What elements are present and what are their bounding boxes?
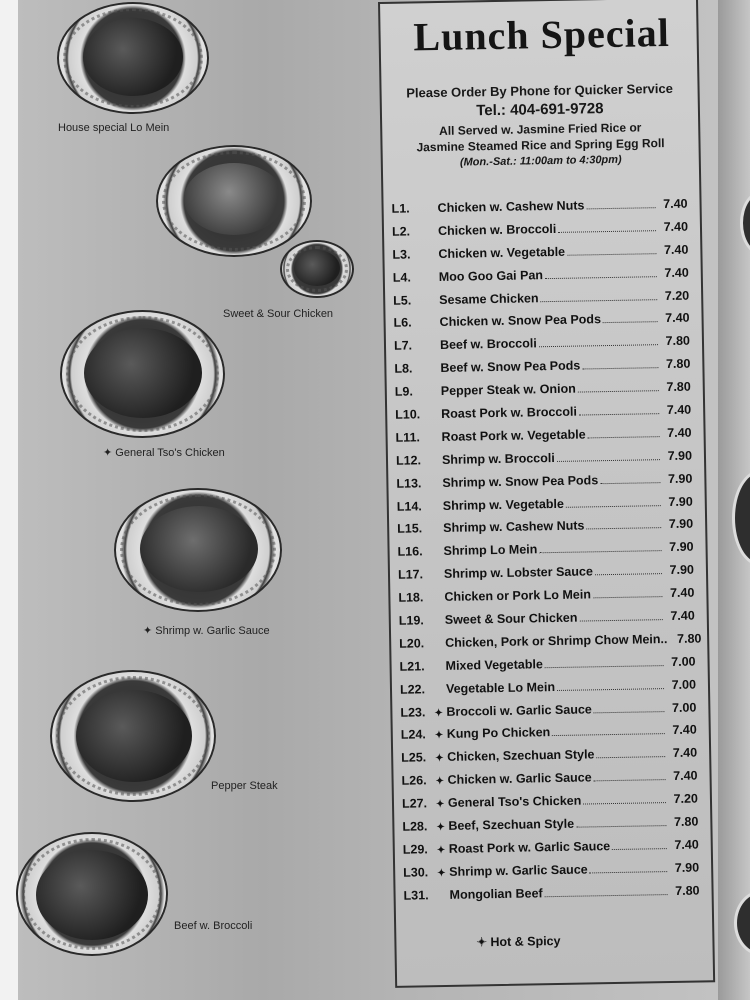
item-name: Sweet & Sour Chicken [444,610,578,627]
item-price: 7.80 [665,356,691,372]
beef-broccoli-photo [16,832,168,956]
item-name: Beef w. Broccoli [439,336,537,353]
item-price: 7.40 [672,745,698,761]
beef-broccoli-caption: Beef w. Broccoli [174,920,253,932]
item-code: L16. [397,544,423,560]
edge-plate-photo [732,470,750,566]
item-code: L2. [391,224,411,239]
item-price: 7.80 [675,883,700,898]
spicy-icon: ✦ [434,730,444,742]
served-with-line-2: Jasmine Steamed Rice and Spring Egg Roll [416,136,665,155]
item-name: Shrimp w. Broccoli [441,450,555,467]
leader-dots [567,253,656,256]
leader-dots [594,711,665,713]
item-code: L6. [393,315,412,331]
item-name: Roast Pork w. Broccoli [441,404,577,421]
item-code: L5. [393,293,412,308]
item-price: 7.20 [664,288,690,303]
hours: (Mon.-Sat.: 11:00am to 4:30pm) [459,153,622,169]
item-code: L3. [392,247,411,262]
item-code: L15. [397,521,423,537]
item-name: Chicken, Szechuan Style [447,747,595,765]
leader-dots [552,734,665,737]
item-price: 7.40 [674,837,699,852]
spicy-icon: ✦ [476,935,491,950]
spicy-legend [476,933,560,949]
item-name: Chicken, Pork or Shrimp Chow Mein.. [445,631,668,650]
page-title: Lunch Special [413,9,671,60]
spicy-icon: ✦ [436,822,445,834]
item-price: 7.40 [663,242,689,257]
item-code: L29. [402,842,428,857]
general-tso-caption [103,446,225,459]
leader-dots [541,299,658,302]
item-name: Roast Pork w. Garlic Sauce [448,839,611,856]
leader-dots [580,619,663,621]
leader-dots [545,276,657,279]
item-name: Chicken w. Garlic Sauce [447,770,592,788]
item-name: General Tso's Chicken [447,793,582,811]
sweet-sour-chicken-caption: Sweet & Sour Chicken [223,308,334,320]
item-price: 7.80 [666,379,691,395]
item-price: 7.00 [671,700,697,715]
item-price: 7.90 [667,471,693,486]
item-name: Moo Goo Gai Pan [438,267,544,284]
item-code: L23. [400,704,426,720]
spicy-icon: ✦ [435,776,445,788]
phone-number: Tel.: 404-691-9728 [476,100,604,120]
item-price: 7.40 [664,265,689,280]
item-price: 7.20 [673,791,699,807]
item-name: Pepper Steak w. Onion [440,381,576,399]
leader-dots [557,459,660,462]
pepper-steak-photo [50,670,216,802]
spicy-legend-text: Hot & Spicy [490,933,561,950]
item-name: Chicken w. Cashew Nuts [437,198,585,215]
leader-dots [600,482,660,484]
item-price: 7.00 [671,654,696,669]
leader-dots [603,322,658,324]
item-code: L9. [394,384,413,399]
item-code: L8. [394,361,413,377]
menu-list [391,196,702,912]
item-name: Beef, Szechuan Style [448,816,575,833]
item-price: 7.40 [673,768,698,784]
spicy-icon: ✦ [103,447,116,459]
item-code: L1. [391,201,410,216]
spicy-icon: ✦ [435,753,444,765]
shrimp-garlic-photo [114,488,282,612]
item-price: 7.80 [673,814,699,830]
item-code: L30. [403,865,429,880]
item-price: 7.80 [676,631,702,646]
item-code: L12. [395,453,422,468]
spicy-icon: ✦ [436,844,446,857]
item-price: 7.80 [665,333,691,349]
item-name: Chicken w. Broccoli [437,221,557,238]
leader-dots [594,779,666,781]
item-price: 7.40 [667,425,692,440]
spicy-icon: ✦ [143,625,156,637]
item-price: 7.40 [666,402,692,418]
item-code: L18. [398,590,424,605]
page-margin [0,0,18,1000]
item-name: Beef w. Snow Pea Pods [440,358,581,376]
leader-dots [539,345,658,348]
leader-dots [612,848,667,850]
leader-dots [593,596,662,598]
item-code: L28. [402,819,428,834]
item-price: 7.40 [663,219,689,234]
item-name: Mongolian Beef [449,885,543,902]
item-code: L26. [401,773,427,788]
item-code: L10. [395,407,421,422]
item-price: 7.90 [674,860,700,875]
item-name: Shrimp w. Cashew Nuts [443,518,585,536]
pepper-steak-caption: Pepper Steak [211,780,278,792]
shrimp-garlic-caption-text: Shrimp w. Garlic Sauce [155,625,270,637]
item-name: Chicken w. Vegetable [438,244,566,261]
leader-dots [566,505,661,508]
item-price: 7.90 [668,494,693,509]
lunch-special-panel [378,0,715,988]
item-code: L21. [399,659,425,674]
item-code: L20. [399,636,425,651]
general-tso-photo [60,310,225,438]
item-price: 7.90 [667,448,693,463]
leader-dots [545,894,668,897]
item-code: L11. [395,430,421,445]
item-name: Shrimp w. Lobster Sauce [443,564,593,582]
leader-dots [597,756,666,758]
item-price: 7.90 [669,539,694,555]
sweet-sour-chicken-photo [156,145,312,257]
adjacent-page [718,0,750,1000]
order-note: Please Order By Phone for Quicker Service [406,80,673,101]
item-price: 7.40 [663,196,688,212]
item-name: Broccoli w. Garlic Sauce [446,701,592,719]
leader-dots [590,871,668,873]
item-code: L31. [403,887,429,903]
item-code: L7. [393,338,413,354]
leader-dots [545,665,664,668]
item-price: 7.00 [671,677,697,692]
leader-dots [576,825,666,828]
item-name: Chicken w. Snow Pea Pods [439,312,602,330]
edge-plate-photo [734,890,750,956]
item-name: Sesame Chicken [439,290,539,307]
sauce-dish-photo [280,240,354,298]
spicy-icon: ✦ [434,707,443,719]
leader-dots [578,390,659,392]
item-price: 7.40 [669,585,695,601]
served-with-line-1: All Served w. Jasmine Fried Rice or [438,120,642,138]
item-code: L17. [397,567,424,582]
item-price: 7.40 [670,608,695,624]
item-name: Roast Pork w. Vegetable [441,427,586,444]
item-name: Shrimp w. Garlic Sauce [449,862,588,879]
leader-dots [588,436,660,438]
leader-dots [586,528,661,530]
general-tso-caption-text: General Tso's Chicken [115,447,225,459]
shrimp-garlic-caption [143,624,270,637]
item-price: 7.90 [668,517,694,532]
spicy-icon: ✦ [437,867,446,879]
item-code: L14. [396,498,422,514]
leader-dots [582,367,658,369]
leader-dots [558,230,656,233]
item-name: Chicken or Pork Lo Mein [444,587,592,605]
item-price: 7.40 [672,723,697,738]
leader-dots [595,573,662,575]
item-code: L24. [400,727,426,743]
item-code: L19. [398,613,424,628]
lo-mein-caption: House special Lo Mein [58,122,170,134]
leader-dots [539,550,661,553]
leader-dots [583,802,666,804]
item-code: L22. [399,681,426,697]
menu-item [403,883,699,911]
spicy-icon: ✦ [435,799,445,811]
item-name: Shrimp w. Vegetable [442,496,565,513]
item-price: 7.90 [669,562,695,578]
leader-dots [586,207,655,209]
leader-dots [579,413,659,415]
item-name: Shrimp w. Snow Pea Pods [442,472,599,490]
item-name: Kung Po Chicken [446,725,551,742]
item-name: Mixed Vegetable [445,657,543,673]
item-code: L13. [396,476,422,491]
item-name: Shrimp Lo Mein [443,542,538,559]
item-code: L27. [401,796,428,811]
edge-plate-photo [740,190,750,256]
item-code: L4. [392,270,411,285]
leader-dots [557,688,664,691]
item-name: Vegetable Lo Mein [445,679,556,696]
lo-mein-photo [57,2,209,114]
item-code: L25. [401,750,427,766]
item-price: 7.40 [665,311,690,326]
